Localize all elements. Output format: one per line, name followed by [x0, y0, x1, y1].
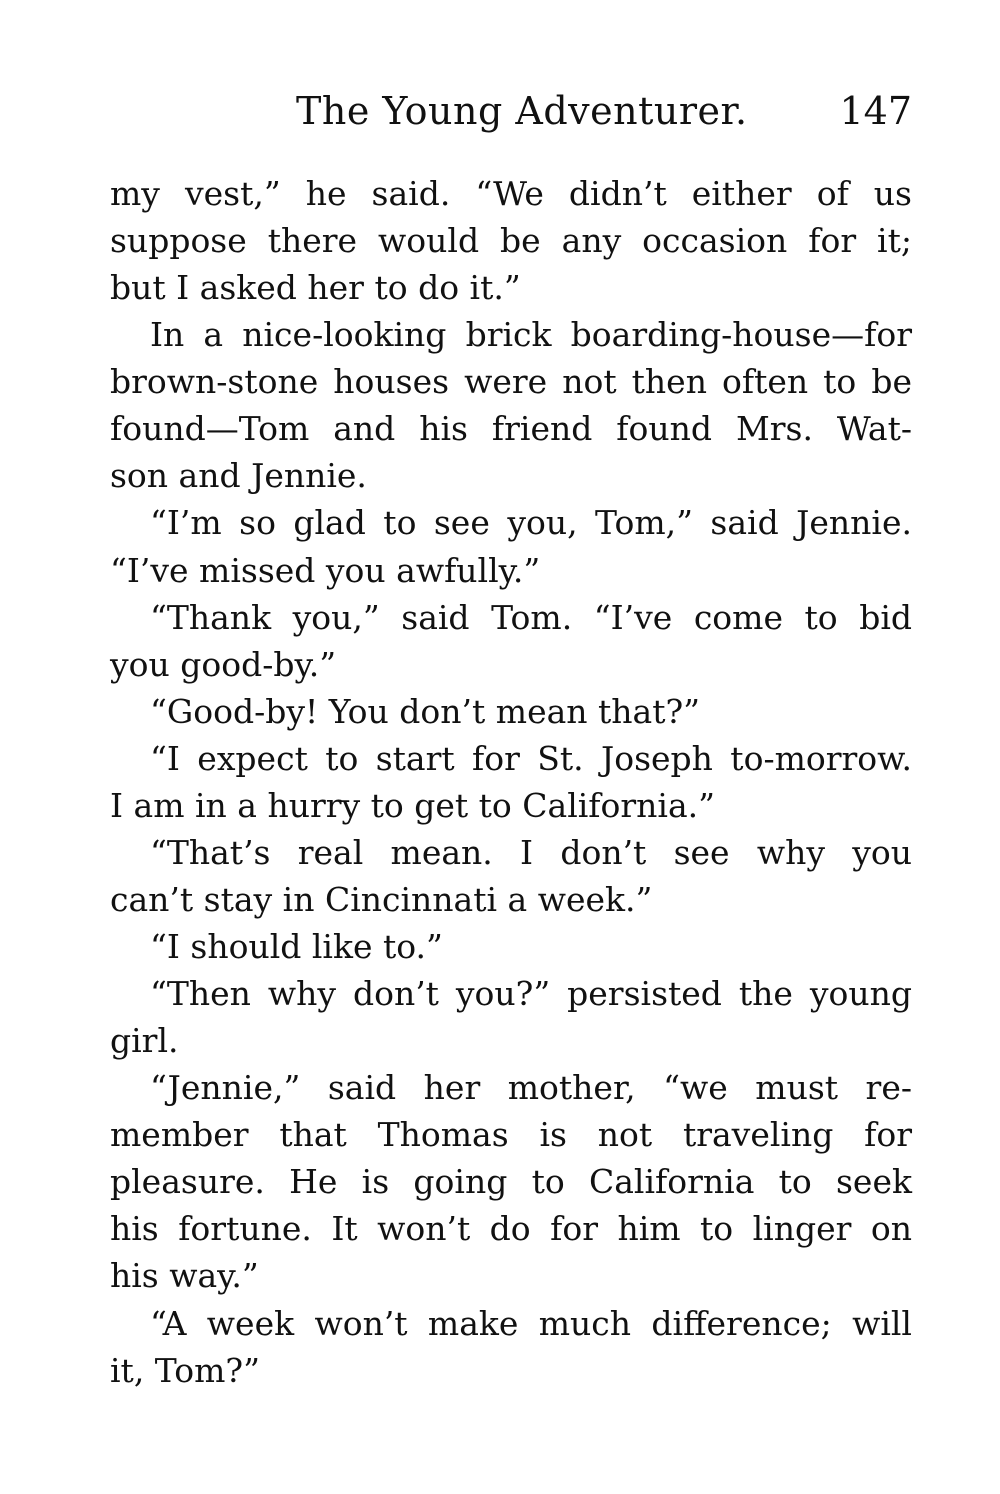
text-line: “Then why don’t you?” persisted the young [150, 974, 912, 1014]
text-line: his way.” [110, 1256, 259, 1296]
text-line: “I expect to start for St. Joseph to-morrow. [150, 738, 912, 778]
text-line: I am in a hurry to get to California.” [110, 785, 716, 825]
text-line: “I’ve missed you awfully.” [110, 550, 541, 590]
text-line: “Thank you,” said Tom. “I’ve come to bid [150, 597, 912, 637]
text-line: “I’m so glad to see you, Tom,” said Jennie. [150, 503, 912, 543]
text-line: pleasure. He is going to California to seek [110, 1162, 912, 1202]
text-line: son and Jennie. [110, 456, 367, 496]
text-line: but I asked her to do it.” [110, 268, 521, 308]
text-line: “Jennie,” said her mother, “we must re- [150, 1068, 912, 1108]
running-head [110, 86, 912, 136]
text-line: girl. [110, 1021, 179, 1061]
text-line: his fortune. It won’t do for him to linger on [110, 1209, 912, 1249]
text-line: you good-by.” [110, 644, 337, 684]
text-line: found—Tom and his friend found Mrs. Wat- [110, 409, 912, 449]
body-text [110, 170, 912, 1394]
text-line: “A week won’t make much difference; will [150, 1303, 912, 1343]
text-line: it, Tom?” [110, 1350, 260, 1390]
text-line: suppose there would be any occasion for it; [110, 221, 912, 261]
text-line: my vest,” he said. “We didn’t either of us [110, 174, 912, 213]
page-number: 147 [839, 89, 912, 133]
text-line: member that Thomas is not traveling for [110, 1115, 912, 1155]
text-line: “I should like to.” [150, 927, 443, 966]
text-line: can’t stay in Cincinnati a week.” [110, 879, 653, 919]
text-line: brown-stone houses were not then often to be [110, 362, 912, 402]
text-line: “Good-by! You don’t mean that?” [150, 691, 701, 731]
running-title: The Young Adventurer. [296, 89, 748, 133]
text-line: In a nice-looking brick boarding-house—for [150, 315, 912, 355]
text-line: “That’s real mean. I don’t see why you [150, 832, 912, 872]
